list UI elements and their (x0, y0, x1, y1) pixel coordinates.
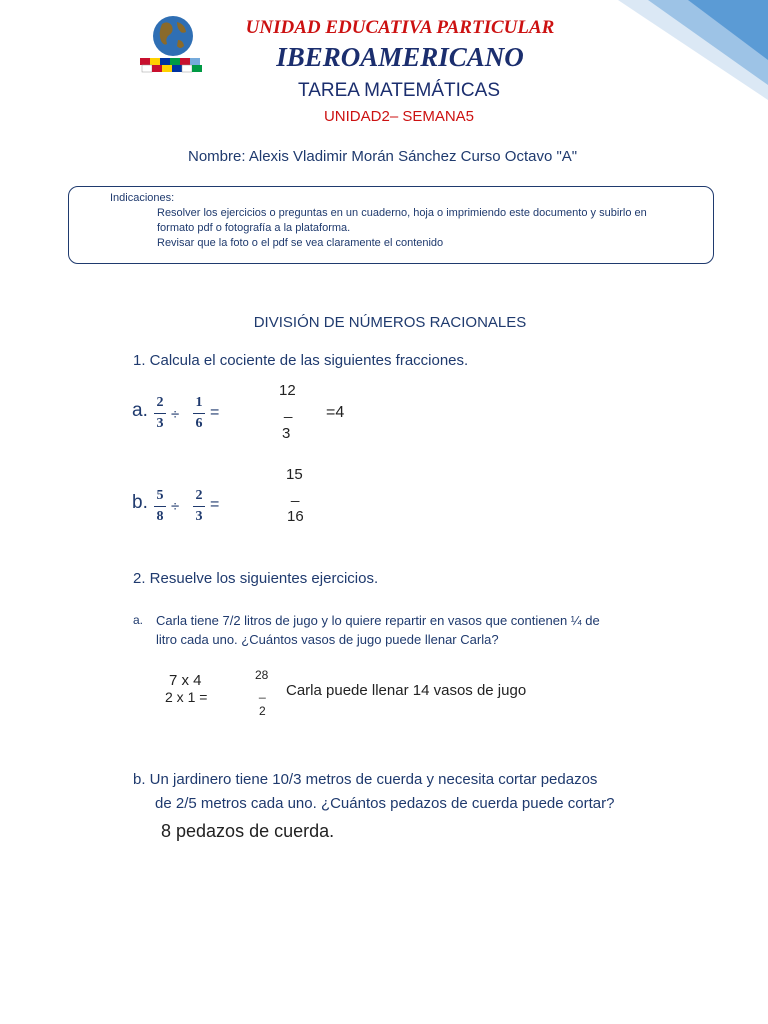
q1a-result: =4 (326, 404, 345, 421)
q1-prompt: 1. Calcula el cociente de las siguientes fracciones. (133, 352, 469, 369)
q2b-line2: de 2/5 metros cada uno. ¿Cuántos pedazos de cuerda puede cortar? (155, 795, 615, 812)
unit-title: UNIDAD2– SEMANA5 (323, 108, 475, 125)
q1b-operator: ÷ (171, 498, 180, 515)
instructions-line2: formato pdf o fotografía a la plataforma. (157, 222, 351, 234)
q2b-answer: 8 pedazos de cuerda. (161, 821, 335, 841)
q1a-n1: 2 (156, 395, 164, 410)
q2a-answer: Carla puede llenar 14 vasos de jugo (286, 682, 527, 699)
q2a-work-line1: 7 x 4 (169, 672, 202, 689)
q1a-fraction1 (154, 395, 166, 432)
q1b-n1: 5 (156, 488, 164, 503)
q1b-equals: = (210, 496, 220, 513)
q1b-n2: 2 (195, 488, 203, 503)
school-name-line2: IBEROAMERICANO (276, 42, 524, 72)
school-name-line1: UNIDAD EDUCATIVA PARTICULAR (245, 17, 555, 38)
q1a-answer-bar: _ (284, 402, 293, 419)
q1b-answer-numerator: 15 (286, 466, 303, 483)
q1b-d2: 3 (195, 509, 203, 524)
student-name-line: Nombre: Alexis Vladimir Morán Sánchez Curso Octavo "A" (188, 148, 578, 165)
q1a-operator: ÷ (171, 406, 180, 423)
q1b-fraction2 (193, 488, 205, 525)
instructions-title: Indicaciones: (110, 192, 175, 204)
q1a-label: a. (132, 400, 148, 421)
subject-title: TAREA MATEMÁTICAS (298, 80, 500, 101)
q2a-line2: litro cada uno. ¿Cuántos vasos de jugo puede llenar Carla? (156, 632, 499, 647)
q1a-answer-denominator: 3 (282, 425, 291, 442)
q2b-line1: b. Un jardinero tiene 10/3 metros de cuerda y necesita cortar pedazos (133, 771, 598, 788)
instructions-line1: Resolver los ejercicios o preguntas en un cuaderno, hoja o imprimiendo este documento y subirlo en (157, 207, 647, 219)
q2a-line1: Carla tiene 7/2 litros de jugo y lo quiere repartir en vasos que contienen ¼ de (156, 613, 600, 628)
q1b-fraction1 (154, 488, 166, 525)
q2a-answer-denominator: 2 (259, 704, 266, 718)
q1a-answer-numerator: 12 (279, 382, 296, 399)
q1a-d1: 3 (156, 416, 164, 431)
q1b-label: b. (132, 492, 148, 513)
instructions-line3: Revisar que la foto o el pdf se vea claramente el contenido (157, 237, 444, 249)
q2a-answer-bar: _ (259, 685, 266, 699)
q1b-answer-bar: _ (291, 486, 300, 503)
q1a-fraction2 (193, 395, 205, 432)
section-title: DIVISIÓN DE NÚMEROS RACIONALES (253, 314, 527, 331)
q2-prompt: 2. Resuelve los siguientes ejercicios. (133, 570, 379, 587)
q2a-answer-numerator: 28 (255, 668, 269, 682)
q2a-work-line2: 2 x 1 = (165, 689, 208, 705)
q1a-n2: 1 (195, 395, 203, 410)
q1b-d1: 8 (156, 509, 164, 524)
q1a-equals: = (210, 404, 220, 421)
q1b-answer-denominator: 16 (287, 508, 304, 525)
q2a-label: a. (133, 613, 144, 627)
q1a-d2: 6 (195, 416, 203, 431)
